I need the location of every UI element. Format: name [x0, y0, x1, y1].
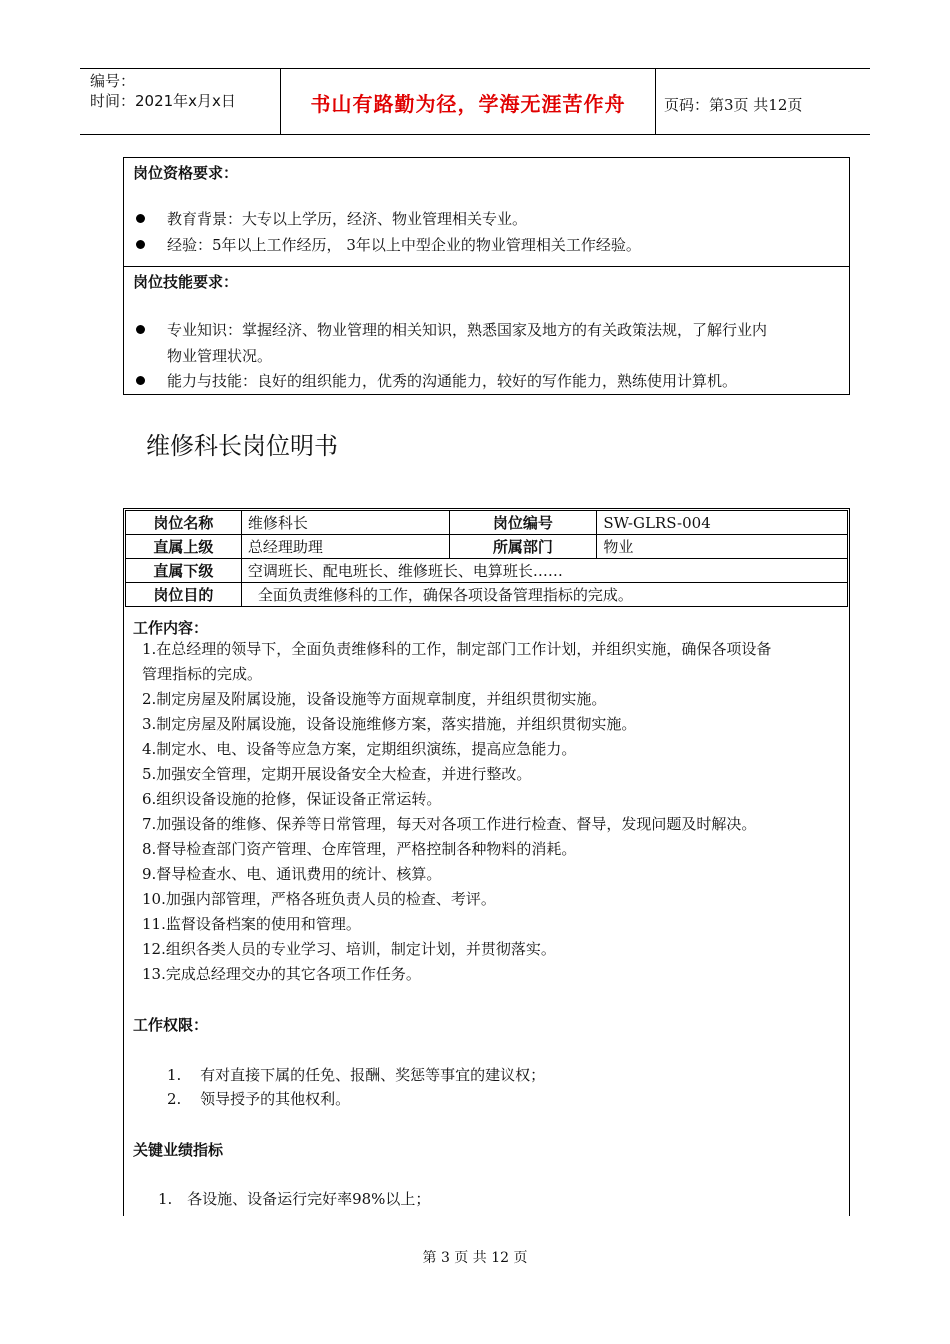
header-top-rule [80, 68, 870, 69]
list-item: 3.制定房屋及附属设施，设备设施维修方案，落实措施，并组织贯彻实施。 [142, 715, 637, 733]
skill-item-line: 专业知识：掌握经济、物业管理的相关知识，熟悉国家及地方的有关政策法规，了解行业内 [167, 321, 768, 339]
item-text: 各设施、设备运行完好率98%以上； [187, 1190, 431, 1208]
list-item: 13.完成总经理交办的其它各项工作任务。 [142, 965, 421, 983]
superior-value: 总经理助理 [241, 535, 449, 559]
bullet-icon [136, 376, 145, 385]
department-value: 物业 [597, 535, 848, 559]
superior-label: 直属上级 [126, 535, 242, 559]
list-item: 9.督导检查水、电、通讯费用的统计、核算。 [142, 865, 442, 883]
job-name-label: 岗位名称 [126, 511, 242, 535]
authority-item [167, 1087, 350, 1112]
subordinate-value: 空调班长、配电班长、维修班长、电算班长…… [241, 559, 847, 583]
header-bottom-rule [80, 134, 870, 135]
time-label: 时间：2021年x月x日 [90, 92, 236, 110]
page-footer: 第 3 页 共 12 页 [422, 1250, 528, 1266]
authority-heading: 工作权限： [133, 1016, 209, 1034]
list-item: 7.加强设备的维修、保养等日常管理，每天对各项工作进行检查、督导，发现问题及时解决。 [142, 815, 757, 833]
list-item: 4.制定水、电、设备等应急方案，定期组织演练，提高应急能力。 [142, 740, 577, 758]
table-row [126, 559, 848, 583]
number-label: 编号： [90, 72, 136, 90]
authority-item [167, 1063, 545, 1088]
item-number: 1. [167, 1066, 182, 1084]
item-number: 1. [158, 1190, 173, 1208]
table-row [126, 511, 848, 535]
kpi-heading: 关键业绩指标 [133, 1141, 224, 1159]
skill-item: 能力与技能：良好的组织能力，优秀的沟通能力，较好的写作能力，熟练使用计算机。 [167, 372, 738, 390]
job-code-value: SW-GLRS-004 [597, 511, 848, 535]
table-row [126, 583, 848, 607]
header-divider [655, 68, 656, 134]
list-item: 管理指标的完成。 [142, 665, 263, 683]
qualification-item: 经验：5年以上工作经历， 3年以上中型企业的物业管理相关工作经验。 [167, 236, 641, 254]
header-page-info: 页码：第3页 共12页 [664, 96, 803, 114]
item-text: 领导授予的其他权利。 [200, 1090, 351, 1108]
requirements-divider [123, 266, 850, 267]
work-heading: 工作内容： [133, 619, 209, 637]
purpose-label: 岗位目的 [126, 583, 242, 607]
work-list [142, 637, 850, 987]
list-item: 12.组织各类人员的专业学习、培训，制定计划，并贯彻落实。 [142, 940, 556, 958]
qualifications-heading: 岗位资格要求： [133, 164, 239, 182]
header-divider [280, 68, 281, 134]
item-text: 有对直接下属的任免、报酬、奖惩等事宜的建议权； [200, 1066, 546, 1084]
list-item: 6.组织设备设施的抢修，保证设备正常运转。 [142, 790, 442, 808]
skills-heading: 岗位技能要求： [133, 273, 239, 291]
subordinate-label: 直属下级 [126, 559, 242, 583]
list-item: 5.加强安全管理，定期开展设备安全大检查，并进行整改。 [142, 765, 532, 783]
document-title: 维修科长岗位明书 [146, 432, 338, 460]
list-item: 11.监督设备档案的使用和管理。 [142, 915, 361, 933]
job-code-label: 岗位编号 [449, 511, 597, 535]
list-item: 8.督导检查部门资产管理、仓库管理，严格控制各种物料的消耗。 [142, 840, 577, 858]
list-item: 2.制定房屋及附属设施，设备设施等方面规章制度，并组织贯彻实施。 [142, 690, 607, 708]
kpi-item [158, 1187, 430, 1212]
job-info-table [125, 510, 848, 607]
job-name-value: 维修科长 [241, 511, 449, 535]
table-row [126, 535, 848, 559]
skill-item [167, 317, 767, 369]
skill-item-line: 物业管理状况。 [167, 347, 273, 365]
list-item: 1.在总经理的领导下，全面负责维修科的工作，制定部门工作计划，并组织实施，确保各项设备 [142, 640, 772, 658]
qualification-item: 教育背景：大专以上学历，经济、物业管理相关专业。 [167, 210, 528, 228]
item-number: 2. [167, 1090, 182, 1108]
bullet-icon [136, 240, 145, 249]
list-item: 10.加强内部管理，严格各班负责人员的检查、考评。 [142, 890, 496, 908]
purpose-value: 全面负责维修科的工作，确保各项设备管理指标的完成。 [241, 583, 847, 607]
bullet-icon [136, 214, 145, 223]
header-motto: 书山有路勤为径，学海无涯苦作舟 [310, 92, 626, 116]
department-label: 所属部门 [449, 535, 597, 559]
bullet-icon [136, 325, 145, 334]
header-meta [90, 71, 236, 111]
